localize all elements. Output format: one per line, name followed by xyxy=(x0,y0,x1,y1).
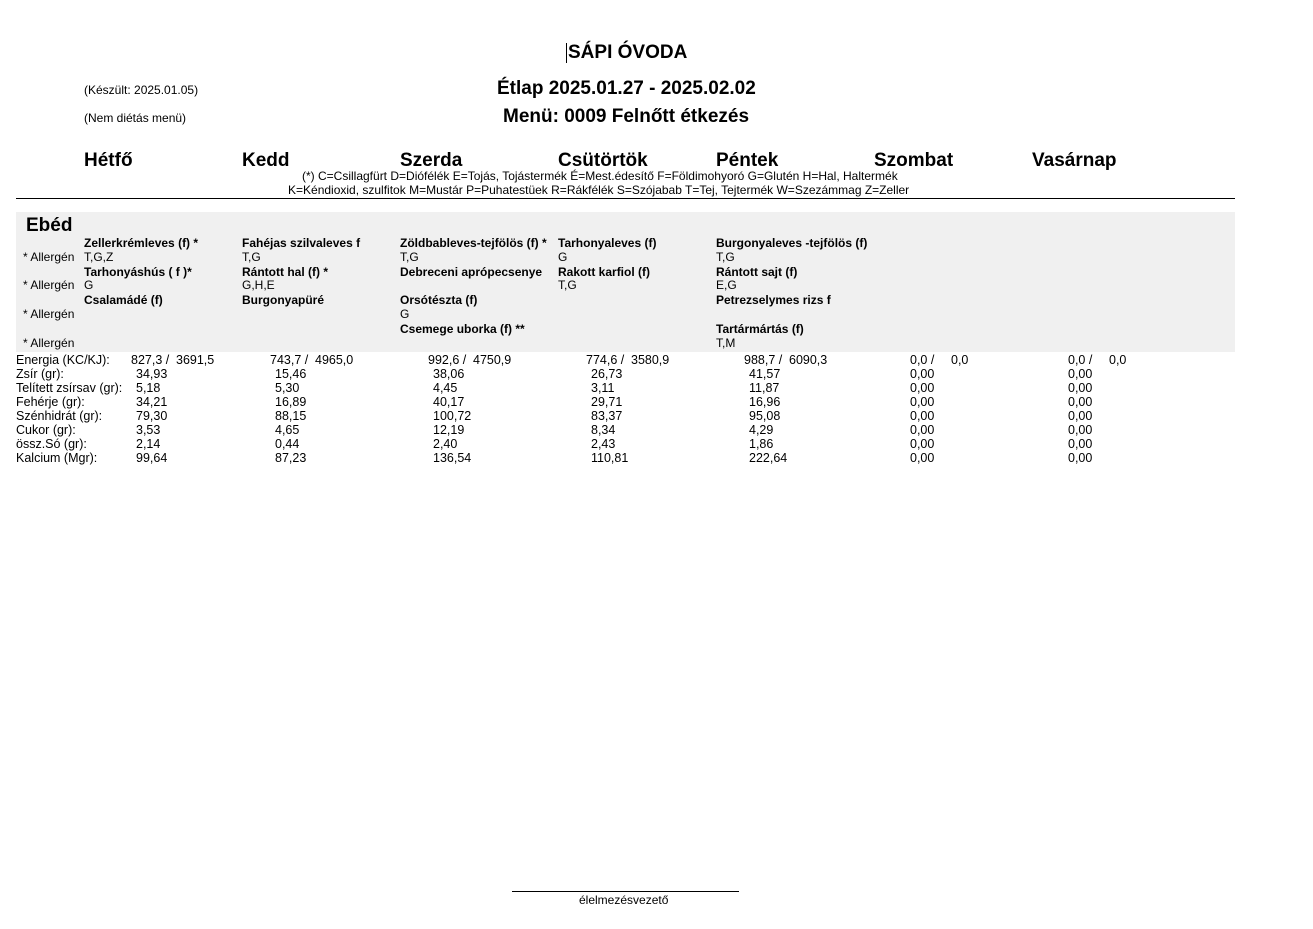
allergen-tue-1: T,G xyxy=(242,250,261,264)
nutrition-value: 26,73 xyxy=(591,367,623,381)
day-header-wednesday: Szerda xyxy=(400,150,463,171)
signature-line xyxy=(512,891,739,892)
nutrition-value: 4,45 xyxy=(433,381,458,395)
nutrition-value: 0,00 xyxy=(1068,451,1093,465)
dish-wed-3: Orsótészta (f) xyxy=(400,293,478,307)
nutrition-value: 0,00 xyxy=(910,437,935,451)
nutrition-value: 34,21 xyxy=(136,395,168,409)
energy-kj-sat: 0,0 xyxy=(951,353,969,367)
nutrition-value: 0,00 xyxy=(910,395,935,409)
dish-mon-3: Csalamádé (f) xyxy=(84,293,163,307)
dish-wed-1: Zöldbableves-tejfölös (f) * xyxy=(400,236,547,250)
nutrition-value: 1,86 xyxy=(749,437,774,451)
allergen-label-1: * Allergén xyxy=(23,250,75,264)
nutrition-value: 100,72 xyxy=(433,409,472,423)
day-header-friday: Péntek xyxy=(716,150,779,171)
dish-fri-4: Tartármártás (f) xyxy=(716,322,804,336)
menu-period: Étlap 2025.01.27 - 2025.02.02 xyxy=(497,78,756,99)
energy-kj-fri: 6090,3 xyxy=(789,353,828,367)
nutrition-label: össz.Só (gr): xyxy=(16,437,87,451)
nutrition-value: 95,08 xyxy=(749,409,781,423)
energy-kj-mon: 3691,5 xyxy=(176,353,215,367)
energy-kcal-sun: 0,0 / xyxy=(1068,353,1093,367)
energy-kcal-sat: 0,0 / xyxy=(910,353,935,367)
dish-thu-2: Rakott karfiol (f) xyxy=(558,265,651,279)
nutrition-value: 34,93 xyxy=(136,367,168,381)
dish-wed-2: Debreceni aprópecsenye xyxy=(400,265,543,279)
lunch-section xyxy=(16,212,1235,352)
nutrition-value: 40,17 xyxy=(433,395,465,409)
dish-fri-3: Petrezselymes rizs f xyxy=(716,293,831,307)
nutrition-value: 136,54 xyxy=(433,451,472,465)
nutrition-value: 12,19 xyxy=(433,423,465,437)
nutrition-value: 16,96 xyxy=(749,395,781,409)
nutrition-value: 0,00 xyxy=(1068,381,1093,395)
created-date: (Készült: 2025.01.05) xyxy=(84,83,199,97)
dish-fri-1: Burgonyaleves -tejfölös (f) xyxy=(716,236,868,250)
nutrition-value: 16,89 xyxy=(275,395,307,409)
nutrition-value: 5,18 xyxy=(136,381,161,395)
energy-kcal-thu: 774,6 / xyxy=(586,353,625,367)
nutrition-value: 2,40 xyxy=(433,437,458,451)
nutrition-value: 83,37 xyxy=(591,409,623,423)
nutrition-value: 222,64 xyxy=(749,451,788,465)
menu-name: Menü: 0009 Felnőtt étkezés xyxy=(503,106,750,127)
nutrition-value: 0,00 xyxy=(1068,409,1093,423)
nutrition-value: 110,81 xyxy=(591,451,629,465)
nutrition-value: 0,00 xyxy=(1068,437,1093,451)
signature-label: élelmezésvezető xyxy=(579,893,669,907)
nutrition-value: 2,43 xyxy=(591,437,616,451)
nutrition-value: 99,64 xyxy=(136,451,168,465)
day-header-sunday: Vasárnap xyxy=(1032,150,1117,171)
nutrition-value: 0,00 xyxy=(1068,395,1093,409)
day-header-saturday: Szombat xyxy=(874,150,954,171)
nutrition-label: Fehérje (gr): xyxy=(16,395,85,409)
nutrition-value: 0,00 xyxy=(910,423,935,437)
day-header-thursday: Csütörtök xyxy=(558,150,648,171)
allergen-fri-1: T,G xyxy=(716,250,735,264)
nutrition-value: 15,46 xyxy=(275,367,307,381)
nutrition-value: 0,00 xyxy=(910,381,935,395)
nutrition-value: 0,00 xyxy=(1068,367,1093,381)
nutrition-value: 41,57 xyxy=(749,367,781,381)
nutrition-value: 5,30 xyxy=(275,381,300,395)
nutrition-value: 2,14 xyxy=(136,437,161,451)
allergen-label-4: * Allergén xyxy=(23,336,75,350)
dish-mon-1: Zellerkrémleves (f) * xyxy=(84,236,199,250)
allergen-legend-line-2: K=Kéndioxid, szulfitok M=Mustár P=Puhatestüek R=Rákfélék S=Szójabab T=Tej, Tejtermék W=Szezámmag Z=Zeller xyxy=(288,183,910,197)
nutrition-value: 4,65 xyxy=(275,423,300,437)
school-name: SÁPI ÓVODA xyxy=(568,42,688,63)
allergen-mon-1: T,G,Z xyxy=(84,250,114,264)
dish-thu-1: Tarhonyaleves (f) xyxy=(558,236,657,250)
header-divider xyxy=(16,198,1235,199)
text-cursor xyxy=(566,43,567,63)
nutrition-label: Telített zsírsav (gr): xyxy=(16,381,123,395)
nutrition-value: 0,00 xyxy=(1068,423,1093,437)
nutrition-value: 3,53 xyxy=(136,423,161,437)
nutrition-value: 11,87 xyxy=(749,381,780,395)
energy-kcal-tue: 743,7 / xyxy=(270,353,309,367)
nutrition-label: Kalcium (Mgr): xyxy=(16,451,98,465)
dish-tue-3: Burgonyapüré xyxy=(242,293,325,307)
nutrition-value: 0,44 xyxy=(275,437,300,451)
allergen-fri-4: T,M xyxy=(716,336,736,350)
allergen-thu-1: G xyxy=(558,250,568,264)
nutrition-value: 88,15 xyxy=(275,409,307,423)
allergen-wed-3: G xyxy=(400,307,410,321)
nutrition-label: Zsír (gr): xyxy=(16,367,64,381)
allergen-tue-2: G,H,E xyxy=(242,278,275,292)
allergen-wed-1: T,G xyxy=(400,250,419,264)
diet-type: (Nem diétás menü) xyxy=(84,111,187,125)
allergen-fri-2: E,G xyxy=(716,278,737,292)
allergen-mon-2: G xyxy=(84,278,94,292)
dish-tue-2: Rántott hal (f) * xyxy=(242,265,328,279)
nutrition-value: 0,00 xyxy=(910,451,935,465)
allergen-thu-2: T,G xyxy=(558,278,577,292)
nutrition-value: 4,29 xyxy=(749,423,774,437)
energy-kj-tue: 4965,0 xyxy=(315,353,354,367)
nutrition-label: Szénhidrát (gr): xyxy=(16,409,103,423)
nutrition-value: 8,34 xyxy=(591,423,616,437)
energy-kcal-mon: 827,3 / xyxy=(131,353,170,367)
allergen-label-2: * Allergén xyxy=(23,278,75,292)
nutrition-value: 3,11 xyxy=(591,381,615,395)
dish-fri-2: Rántott sajt (f) xyxy=(716,265,798,279)
dish-wed-4: Csemege uborka (f) ** xyxy=(400,322,525,336)
energy-kcal-wed: 992,6 / xyxy=(428,353,467,367)
allergen-label-3: * Allergén xyxy=(23,307,75,321)
nutrition-value: 29,71 xyxy=(591,395,623,409)
nutrition-value: 38,06 xyxy=(433,367,465,381)
nutrition-value: 87,23 xyxy=(275,451,307,465)
nutrition-label-energy: Energia (KC/KJ): xyxy=(16,353,110,367)
dish-mon-2: Tarhonyáshús ( f )* xyxy=(84,265,192,279)
allergen-legend-line-1: (*) C=Csillagfürt D=Diófélék E=Tojás, Tojástermék É=Mest.édesítő F=Földimohyoró G=Glutén H=Hal, Haltermék xyxy=(302,169,898,183)
nutrition-value: 0,00 xyxy=(910,367,935,381)
dish-tue-1: Fahéjas szilvaleves f xyxy=(242,236,361,250)
nutrition-value: 79,30 xyxy=(136,409,168,423)
nutrition-value: 0,00 xyxy=(910,409,935,423)
day-header-monday: Hétfő xyxy=(84,150,133,171)
energy-kcal-fri: 988,7 / xyxy=(744,353,783,367)
energy-kj-wed: 4750,9 xyxy=(473,353,512,367)
lunch-title: Ebéd xyxy=(26,215,73,236)
nutrition-label: Cukor (gr): xyxy=(16,423,76,437)
day-header-tuesday: Kedd xyxy=(242,150,290,171)
energy-kj-sun: 0,0 xyxy=(1109,353,1127,367)
energy-kj-thu: 3580,9 xyxy=(631,353,670,367)
